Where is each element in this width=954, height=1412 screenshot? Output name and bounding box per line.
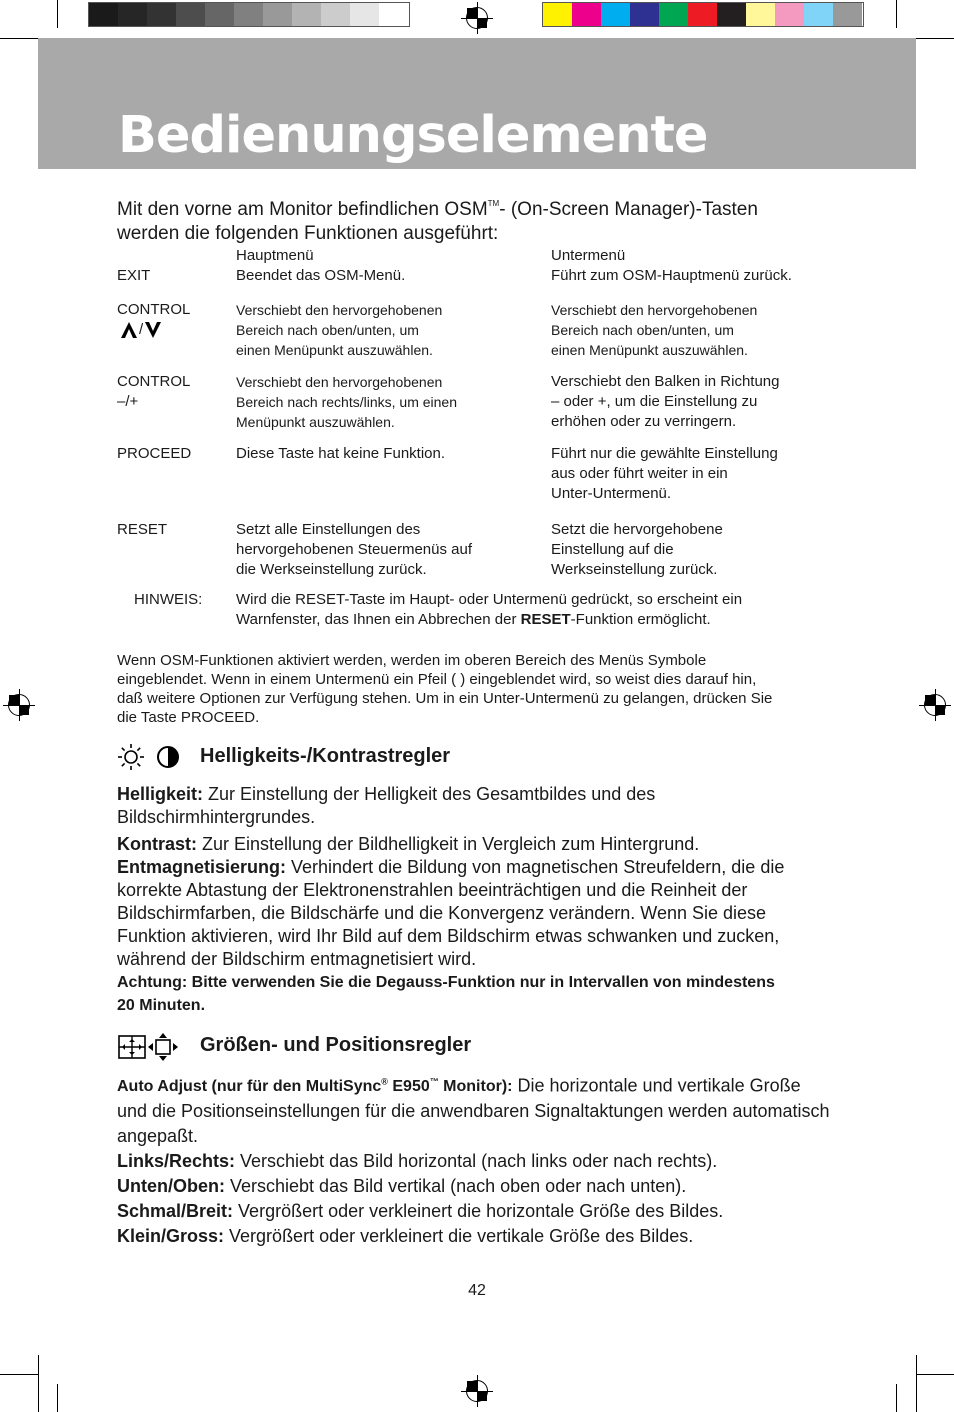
color-swatch [775,3,804,26]
term-label: Entmagnetisierung: [117,857,287,877]
gray-swatch [89,3,118,26]
paragraph-line: Wenn OSM-Funktionen aktiviert werden, werden im oberen Bereich des Menüs Symbole [117,652,707,669]
color-swatch [659,3,688,26]
brightness-section-body [117,783,842,1017]
control-key-label: CONTROL / [117,301,191,338]
color-swatch [804,3,833,26]
page-title: Bedienungselemente [118,106,708,165]
main-menu-description: Setzt alle Einstellungen des hervorgehobenen Steuermenüs auf die Werkseinstellung zurück. [236,521,473,578]
term-label: Kontrast: [117,834,197,854]
gray-color-bar [88,2,410,27]
color-swatch [833,3,862,26]
term-label: Klein/Gross: [117,1226,225,1247]
term-label: Helligkeit: [117,784,204,804]
color-swatch [630,3,659,26]
term-text: Bildschirmfarben, die Bildschärfe und die Konvergenz verändern. Wenn Sie diese [117,903,767,923]
term-text: korrekte Abtastung der Elektronenstrahlen beeinträchtigen und die Reinheit der [117,880,748,900]
control-key-label: RESET [117,521,168,538]
crop-mark [0,1374,38,1375]
sun-icon [118,744,144,770]
main-menu-description: Diese Taste hat keine Funktion. [236,445,446,462]
trademark-mark: TM [487,199,500,208]
term-text: Funktion aktivieren, wird Ihr Bild auf dem Bildschirm etwas schwanken und zucken, [117,926,780,946]
gray-swatch [205,3,234,26]
gray-swatch [263,3,292,26]
column-header-sub: Untermenü [551,247,626,264]
warning-text: 20 Minuten. [117,997,206,1014]
section-title-size-position: Größen- und Positionsregler [200,1034,472,1056]
gray-swatch [234,3,263,26]
term-text: und die Positionseinstellungen für die anwendbaren Signaltaktungen werden automatisch [117,1101,830,1122]
section-title-brightness: Helligkeits-/Kontrastregler [200,745,451,767]
position-icon [148,1033,178,1061]
sub-menu-description: Führt zum OSM-Hauptmenü zurück. [551,267,792,284]
note-label: HINWEIS: [134,591,203,608]
main-menu-description: Beendet das OSM-Menü. [236,267,406,284]
term-text: Die horizontale und vertikale Große [512,1075,801,1096]
crop-mark [896,0,897,28]
gray-swatch [321,3,350,26]
term-text: während der Bildschirm entmagnetisiert wird. [117,949,477,969]
main-menu-description: Verschiebt den hervorgehobenen Bereich nach rechts/links, um einen Menüpunkt auszuwählen. [236,374,457,430]
gray-swatch [350,3,379,26]
term-text: Verschiebt das Bild vertikal (nach oben oder nach unten). [225,1176,687,1197]
osm-paragraph [117,651,837,727]
sub-menu-description: Verschiebt den hervorgehobenen Bereich nach oben/unten, um einen Menüpunkt auszuwählen. [551,302,758,358]
control-key-label: PROCEED [117,445,192,462]
paragraph-line: daß weitere Optionen zur Verfügung stehen. Um in ein Unter-Untermenü zu gelangen, drücken Sie [117,690,773,707]
term-text: Zur Einstellung der Bildhelligkeit in Vergleich zum Hintergrund. [197,834,700,854]
crop-mark [38,1355,39,1412]
page-number: 42 [468,1282,486,1299]
registration-mark-icon [466,1380,488,1402]
gray-swatch [176,3,205,26]
color-swatch [688,3,717,26]
contrast-icon [156,745,180,769]
crop-mark [916,38,954,39]
term-label: Unten/Oben: [117,1176,225,1197]
color-swatch [746,3,775,26]
control-key-label: CONTROL –/+ [117,373,191,410]
color-swatch [543,3,572,26]
registration-mark-icon [466,7,488,29]
term-text: angepaßt. [117,1126,199,1147]
sub-menu-description: Verschiebt den Balken in Richtung – oder +, um die Einstellung zu erhöhen oder zu verringern. [551,373,780,430]
term-label: Links/Rechts: [117,1151,236,1172]
term-text: Zur Einstellung der Helligkeit des Gesamtbildes und des [203,784,656,804]
paragraph-line: eingeblendet. Wenn in einem Untermenü ein Pfeil ( ) eingeblendet wird, so weist dies darauf hin, [117,671,757,688]
up-down-arrows-icon: / [121,320,190,340]
note-line-part: -Funktion ermöglicht. [570,611,711,628]
term-text: Bildschirmhintergrundes. [117,807,316,827]
term-text: Vergrößert oder verkleinert die vertikale Größe des Bildes. [224,1226,694,1247]
control-key-label: EXIT [117,267,151,284]
intro-text-part: Mit den vorne am Monitor befindlichen OSM [117,199,488,220]
note-line-bold: RESET [520,611,571,628]
term-text: Verhindert die Bildung von magnetischen Streufeldern, die die [286,857,785,877]
intro-text-line: werden die folgenden Funktionen ausgeführt: [117,223,499,244]
color-swatch [717,3,746,26]
registration-mark-icon [8,694,30,716]
color-swatch [601,3,630,26]
warning-text: Achtung: Bitte verwenden Sie die Degauss-Funktion nur in Intervallen von mindestens [117,974,775,991]
auto-adjust-label: Auto Adjust (nur für den MultiSync® E950™ Monitor): [117,1077,513,1096]
term-text: Vergrößert oder verkleinert die horizontale Größe des Bildes. [233,1201,724,1222]
registration-mark-icon [924,694,946,716]
size-icon [118,1035,146,1059]
title-banner [38,38,916,169]
gray-swatch [118,3,147,26]
note-line: Wird die RESET-Taste im Haupt- oder Untermenü gedrückt, so erscheint ein [236,591,743,608]
crop-mark [57,1384,58,1412]
note-text [236,590,836,630]
sub-menu-description: Führt nur die gewählte Einstellung aus oder führt weiter in ein Unter-Untermenü. [551,445,778,502]
gray-swatch [147,3,176,26]
main-menu-description: Verschiebt den hervorgehobenen Bereich nach oben/unten, um einen Menüpunkt auszuwählen. [236,302,443,358]
gray-swatch [379,3,408,26]
crop-mark [0,38,38,39]
crop-mark [916,1374,954,1375]
note-line-part: Warnfenster, das Ihnen ein Abbrechen der [236,611,521,628]
term-label: Schmal/Breit: [117,1201,234,1222]
crop-mark [896,1384,897,1412]
gray-swatch [292,3,321,26]
term-text: Verschiebt das Bild horizontal (nach links oder nach rechts). [235,1151,718,1172]
color-swatch [572,3,601,26]
process-color-bar [542,2,864,27]
column-header-main: Hauptmenü [236,247,314,264]
size-section-body [117,1070,842,1249]
intro-text [117,192,837,246]
intro-text-part: - (On-Screen Manager)-Tasten [499,199,758,220]
crop-mark [916,1355,917,1412]
paragraph-line: die Taste PROCEED. [117,709,260,726]
sub-menu-description: Setzt die hervorgehobene Einstellung auf die Werkseinstellung zurück. [551,521,723,578]
crop-mark [57,0,58,28]
